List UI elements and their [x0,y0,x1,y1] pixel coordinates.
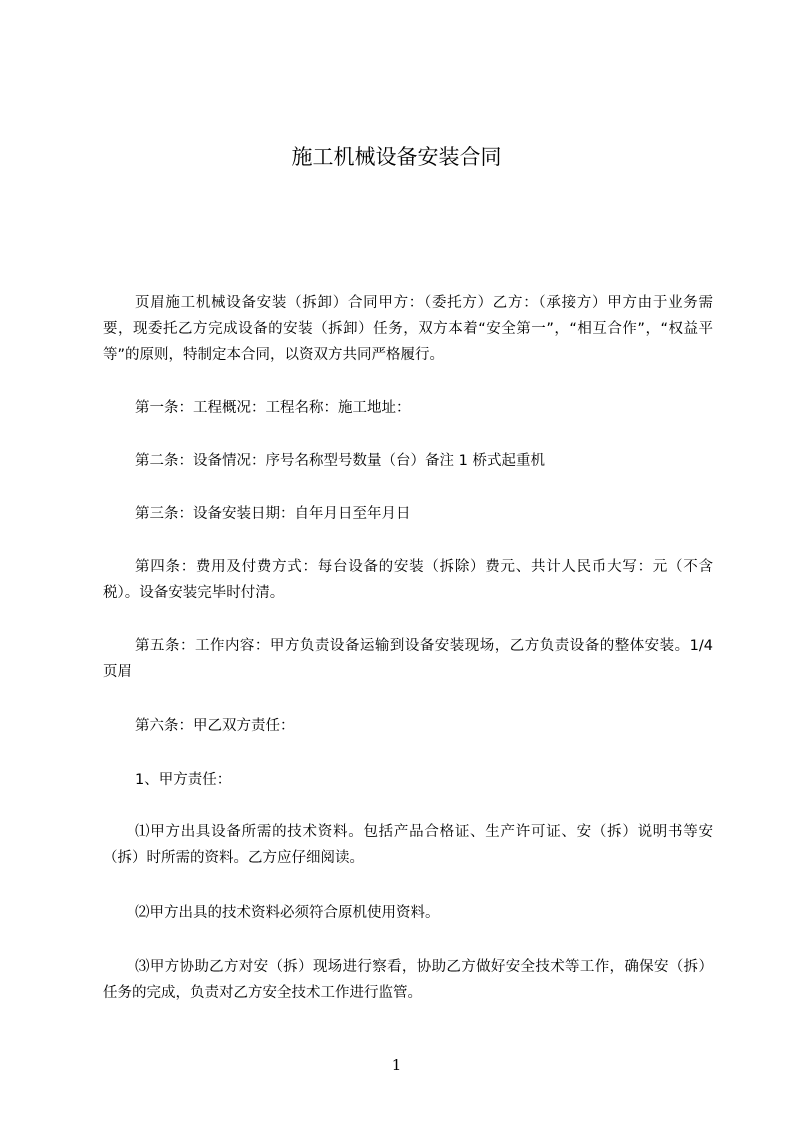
party-a-item-3: ⑶甲方协助乙方对安（拆）现场进行察看，协助乙方做好安全技术等工作，确保安（拆）任务的完成，负责对乙方安全技术工作进行监管。 [103,959,713,1001]
intro-paragraph: 页眉施工机械设备安装（拆卸）合同甲方：（委托方）乙方：（承接方）甲方由于业务需要，现委托乙方完成设备的安装（拆卸）任务，双方本着“安全第一”，“相互合作”，“权益平等”的原则，特制定本合同，以资双方共同严格履行。 [103,295,713,363]
article-5-paragraph: 第五条：工作内容：甲方负责设备运输到设备安装现场，乙方负责设备的整体安装。1/4 页眉 [103,638,713,680]
article-3-paragraph: 第三条：设备安装日期：自年月日至年月日 [135,506,411,522]
party-a-item-1: ⑴甲方出具设备所需的技术资料。包括产品合格证、生产许可证、安（拆）说明书等安（拆）时所需的资料。乙方应仔细阅读。 [103,824,713,866]
article-2-paragraph: 第二条：设备情况：序号名称型号数量（台）备注 1 桥式起重机 [135,453,545,469]
party-a-heading: 1、甲方责任： [135,772,232,788]
article-6-paragraph: 第六条：甲乙双方责任： [135,718,295,734]
article-1-paragraph: 第一条：工程概况：工程名称：施工地址： [135,400,411,416]
page-number: 1 [391,1056,402,1074]
article-4-paragraph: 第四条：费用及付费方式：每台设备的安装（拆除）费元、共计人民币大写：元（不含税）。设备安装完毕时付清。 [103,559,713,601]
document-title: 施工机械设备安装合同 [291,145,502,169]
party-a-item-2: ⑵甲方出具的技术资料必须符合原机使用资料。 [135,905,440,921]
